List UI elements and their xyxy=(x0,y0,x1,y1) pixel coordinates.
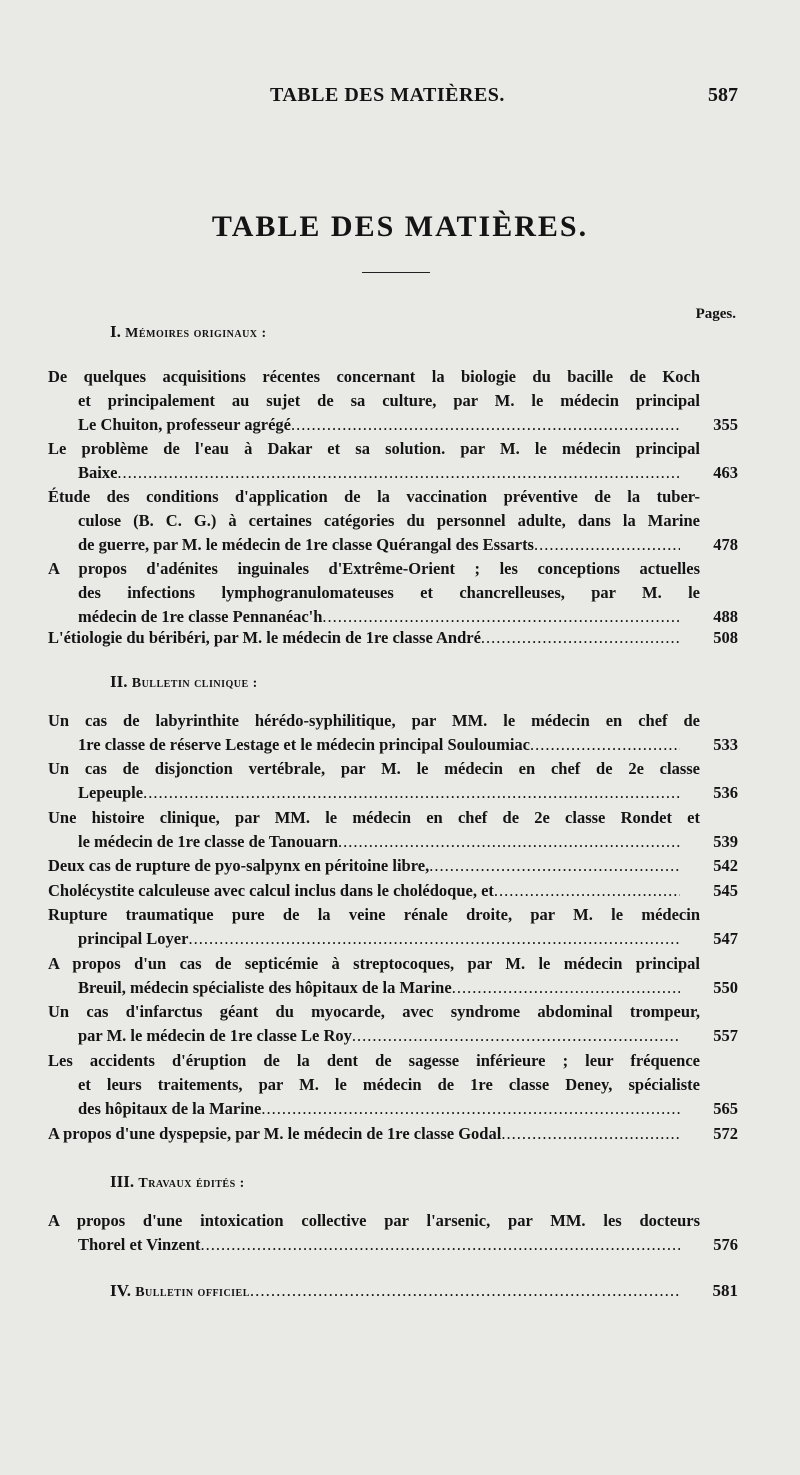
toc-entry xyxy=(48,557,738,630)
entry-last-line xyxy=(48,830,738,854)
entry-text: par M. le médecin de 1re classe Le Roy xyxy=(78,1026,352,1046)
page-ref: 539 xyxy=(713,832,738,852)
dot-leader xyxy=(501,1122,680,1146)
dot-leader xyxy=(250,1281,680,1301)
section-name: Bulletin officiel xyxy=(135,1285,250,1300)
page-ref: 545 xyxy=(713,881,738,900)
entry-text: des infections lymphogranulomateuses et chancrelleuses, par M. le xyxy=(78,583,700,603)
toc-entry xyxy=(48,365,738,438)
dot-leader xyxy=(452,976,680,1000)
page-title: TABLE DES MATIÈRES. xyxy=(211,210,589,243)
page-ref: 550 xyxy=(713,978,738,998)
entry-text: Baixe xyxy=(78,463,118,483)
entry-last-line xyxy=(48,1233,738,1257)
entry-text: médecin de 1re classe Pennanéac'h xyxy=(78,607,323,627)
entry-text: et leurs traitements, par M. le médecin de 1re classe Deney, spécialiste xyxy=(78,1075,700,1095)
toc-entry xyxy=(48,485,738,558)
dot-leader xyxy=(534,533,680,557)
entry-text: Un cas de disjonction vertébrale, par M. le médecin en chef de 2e classe xyxy=(48,759,700,778)
entry-last-line xyxy=(48,927,738,951)
entry-text: Les accidents d'éruption de la dent de sagesse inférieure ; leur fréquence xyxy=(48,1051,700,1070)
page-number: 587 xyxy=(708,84,738,106)
entry-text: 1re classe de réserve Lestage et le médecin principal Souloumiac xyxy=(78,735,530,755)
dot-leader xyxy=(291,413,680,437)
section-name: Travaux édités : xyxy=(138,1176,245,1191)
running-title: TABLE DES MATIÈRES. xyxy=(270,84,505,106)
running-header xyxy=(60,84,738,114)
toc-entry xyxy=(48,437,738,485)
entry-text: le médecin de 1re classe de Tanouarn xyxy=(78,832,339,852)
page-ref: 581 xyxy=(712,1281,738,1300)
page-ref: 565 xyxy=(713,1099,738,1119)
section-heading xyxy=(110,1172,245,1192)
entry-last-line xyxy=(48,879,738,903)
toc-entry xyxy=(48,1049,738,1122)
entry-text: de guerre, par M. le médecin de 1re classe Quérangal des Essarts xyxy=(78,535,534,555)
entry-last-line xyxy=(48,461,738,485)
toc-entry xyxy=(48,854,738,878)
entry-text: Un cas de labyrinthite hérédo-syphilitique, par MM. le médecin en chef de xyxy=(48,711,700,730)
page-ref: 533 xyxy=(713,735,738,755)
page-ref: 488 xyxy=(713,607,738,627)
entry-text: Deux cas de rupture de pyo-salpynx en péritoine libre, xyxy=(48,856,430,875)
entry-last-line xyxy=(48,733,738,757)
entry-last-line xyxy=(48,626,738,650)
entry-last-line xyxy=(48,854,738,878)
pages-column-label: Pages. xyxy=(695,306,736,322)
entry-last-line xyxy=(48,1024,738,1048)
dot-leader xyxy=(261,1097,680,1121)
section-heading xyxy=(110,672,258,692)
section-numeral: I. xyxy=(110,322,126,341)
entry-last-line xyxy=(48,413,738,437)
page-ref: 536 xyxy=(713,783,738,803)
entry-last-line xyxy=(48,781,738,805)
page-ref: 572 xyxy=(713,1124,738,1143)
section-name: Mémoires originaux : xyxy=(125,326,267,341)
dot-leader xyxy=(201,1233,680,1257)
toc-entry xyxy=(48,952,738,1000)
section-heading xyxy=(110,1281,738,1301)
entry-text: Breuil, médecin spécialiste des hôpitaux de la Marine xyxy=(78,978,452,998)
entry-last-line xyxy=(48,533,738,557)
toc-entry xyxy=(48,709,738,757)
page-ref: 508 xyxy=(713,628,738,647)
entry-text: Cholécystite calculeuse avec calcul inclus dans le cholédoque, et xyxy=(48,881,494,900)
page-ref: 547 xyxy=(713,929,738,949)
dot-leader xyxy=(338,830,680,854)
page-ref: 478 xyxy=(713,535,738,555)
entry-text: Étude des conditions d'application de la vaccination préventive de la tuber- xyxy=(48,487,700,506)
entry-text: Thorel et Vinzent xyxy=(78,1235,201,1255)
page-ref: 576 xyxy=(713,1235,738,1255)
dot-leader xyxy=(429,854,680,878)
page-ref: 355 xyxy=(713,415,738,435)
section-numeral: II. xyxy=(110,672,132,691)
entry-text: L'étiologie du béribéri, par M. le médecin de 1re classe André xyxy=(48,628,481,647)
dot-leader xyxy=(143,781,680,805)
toc-entry xyxy=(48,879,738,903)
toc-entry xyxy=(48,1000,738,1048)
dot-leader xyxy=(494,879,680,903)
page-ref: 463 xyxy=(713,463,738,483)
entry-text: Le Chuiton, professeur agrégé xyxy=(78,415,291,435)
entry-text: Lepeuple xyxy=(78,783,144,803)
title-rule xyxy=(362,272,430,273)
section-numeral: IV. xyxy=(110,1281,136,1300)
entry-last-line xyxy=(48,1122,738,1146)
entry-text: principal Loyer xyxy=(78,929,189,949)
section-label xyxy=(110,1281,250,1301)
entry-last-line xyxy=(48,1097,738,1121)
entry-text: Un cas d'infarctus géant du myocarde, avec syndrome abdominal trompeur, xyxy=(48,1002,700,1021)
entry-text: Une histoire clinique, par MM. le médecin en chef de 2e classe Rondet et xyxy=(48,808,700,827)
entry-text: Rupture traumatique pure de la veine rénale droite, par M. le médecin xyxy=(48,905,700,924)
entry-text: A propos d'une intoxication collective par l'arsenic, par MM. les docteurs xyxy=(48,1211,700,1230)
toc-entry xyxy=(48,806,738,854)
entry-text: Le problème de l'eau à Dakar et sa solution. par M. le médecin principal xyxy=(48,439,700,458)
toc-entry xyxy=(48,757,738,805)
entry-text: A propos d'adénites inguinales d'Extrême-Orient ; les conceptions actuelles xyxy=(48,559,700,578)
entry-text: A propos d'un cas de septicémie à streptocoques, par M. le médecin principal xyxy=(48,954,700,973)
entry-text: et principalement au sujet de sa culture, par M. le médecin principal xyxy=(78,391,700,411)
entry-text: De quelques acquisitions récentes concernant la biologie du bacille de Koch xyxy=(48,367,700,386)
entry-text: des hôpitaux de la Marine xyxy=(78,1099,262,1119)
dot-leader xyxy=(117,461,680,485)
dot-leader xyxy=(530,733,680,757)
section-name: Bulletin clinique : xyxy=(131,676,258,691)
entry-last-line xyxy=(48,976,738,1000)
dot-leader xyxy=(481,626,680,650)
dot-leader xyxy=(188,927,680,951)
toc-entry xyxy=(48,903,738,951)
section-numeral: III. xyxy=(110,1172,139,1191)
dot-leader xyxy=(352,1024,680,1048)
page-ref: 542 xyxy=(713,856,738,875)
entry-text: culose (B. C. G.) à certaines catégories du personnel adulte, dans la Marine xyxy=(78,511,700,531)
page-ref: 557 xyxy=(713,1026,738,1046)
toc-entry xyxy=(48,626,738,650)
toc-entry xyxy=(48,1209,738,1257)
section-heading xyxy=(110,322,267,342)
entry-text: A propos d'une dyspepsie, par M. le médecin de 1re classe Godal xyxy=(48,1124,502,1143)
toc-entry xyxy=(48,1122,738,1146)
